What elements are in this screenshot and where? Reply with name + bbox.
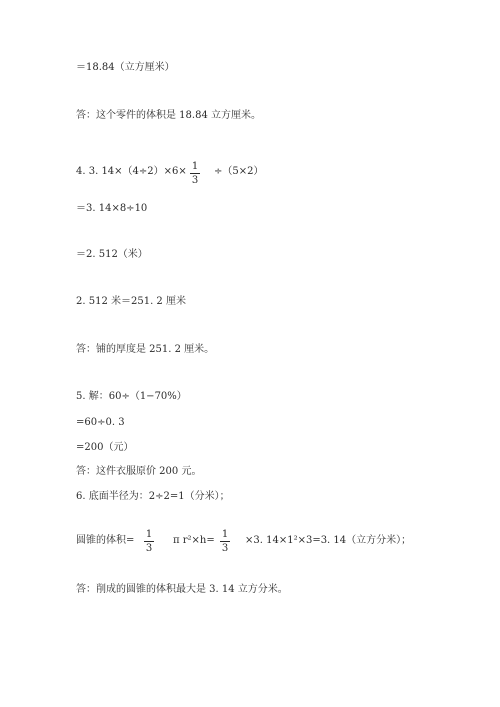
fraction-one-third-second: [219, 529, 231, 554]
fraction-denominator: 3: [145, 543, 153, 554]
fraction-one-third-first: [143, 529, 155, 554]
fraction-one-third: [189, 161, 201, 186]
fraction-bar: [220, 541, 230, 542]
line-cone-volume-result: ×3. 14×1²×3=3. 14（立方分米）；: [245, 535, 412, 546]
fraction-numerator: 1: [145, 529, 153, 540]
line-problem4-step2: ＝2. 512（米）: [76, 249, 148, 260]
line-volume-result: ＝18.84（立方厘米）: [76, 62, 175, 73]
line-problem5-solution: 5. 解：60÷（1−70%）: [76, 391, 187, 402]
line-problem4-expression-start: 4. 3. 14×（4÷2）×6×: [76, 166, 187, 177]
line-cone-volume-label: 圆锥的体积=: [76, 535, 135, 546]
line-problem5-step1: =60÷0. 3: [76, 417, 125, 428]
line-problem4-step1: ＝3. 14×8÷10: [76, 203, 148, 214]
fraction-denominator: 3: [191, 175, 199, 186]
line-problem4-expression-end: ÷（5×2）: [214, 166, 264, 177]
fraction-numerator: 1: [191, 161, 199, 172]
fraction-numerator: 1: [221, 529, 229, 540]
fraction-bar: [144, 541, 154, 542]
line-answer-original-price: 答：这件衣服原价 200 元。: [76, 466, 202, 477]
line-answer-thickness: 答：铺的厚度是 251. 2 厘米。: [76, 344, 215, 355]
line-cone-volume-formula: π r²×h=: [173, 535, 215, 546]
line-answer-cone-volume: 答：削成的圆锥的体积最大是 3. 14 立方分米。: [76, 584, 288, 595]
fraction-bar: [190, 173, 200, 174]
fraction-denominator: 3: [221, 543, 229, 554]
line-problem4-conversion: 2. 512 米＝251. 2 厘米: [76, 296, 186, 307]
line-problem5-step2: =200（元）: [76, 442, 134, 453]
line-problem6-radius: 6. 底面半径为：2÷2=1（分米）；: [76, 491, 230, 502]
line-answer-part-volume: 答：这个零件的体积是 18.84 立方厘米。: [76, 110, 261, 121]
